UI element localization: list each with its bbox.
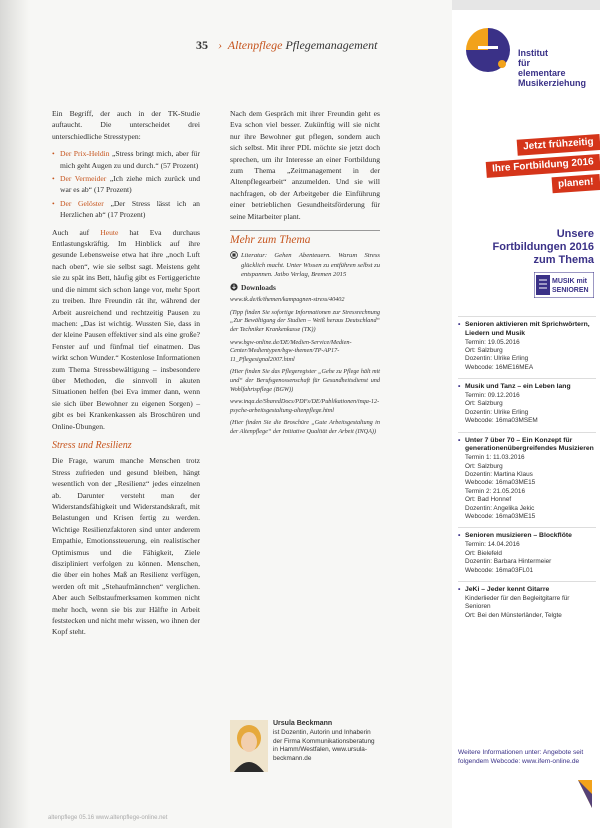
list-item[interactable] (458, 378, 596, 425)
downloads-label: Downloads (241, 283, 276, 293)
ref-link[interactable]: www.inqa.de/SharedDocs/PDFs/DE/Publikationen/inqa-12-psyche-arbeitsgestaltung-altenpflege.html (230, 398, 380, 414)
header-section: Altenpflege (227, 38, 283, 52)
book-text: Literatur: Gehen Abenteuern. Warum Stress glücklich macht. Unter Wissen zu entführen selbst zu entspannen. Jaibo Verlag, Bremen 2015 (241, 252, 380, 278)
event-detail: Termin 2: 21.05.2016 (465, 487, 526, 495)
event-detail: Kinderlieder für den Begleitgitarre für Senioren (465, 594, 570, 611)
list-item[interactable] (458, 432, 596, 522)
book-reference (230, 251, 380, 279)
event-detail: Webcode: 16ME16MEA (465, 363, 534, 371)
text-run: Auch auf (52, 227, 90, 237)
list-item (52, 148, 200, 171)
subheading: Stress und Resilienz (52, 439, 132, 451)
musik-logo-line: MUSIK mit (552, 278, 587, 285)
header-title: Pflegemanagement (285, 38, 378, 52)
intro-paragraph: Ein Begriff, der auch in der TK-Studie auftaucht. Die unterscheidet drei unterschiedliche Stresstypen: (52, 109, 200, 141)
institute-line: für (518, 58, 530, 68)
type-text: „Stress bringt mich, aber für mich geht Augen zu und durch.“ (57 Prozent) (60, 149, 201, 170)
promo-line: Jetzt frühzeitig (517, 134, 600, 156)
event-detail: Webcode: 16ma03FL01 (465, 566, 534, 574)
article-column-1 (52, 108, 200, 644)
institute-line: elementare (518, 68, 566, 78)
event-detail: Webcode: 16ma03ME15 (465, 513, 536, 521)
author-portrait-image (230, 720, 268, 772)
event-detail: Dozentin: Martina Klaus (465, 471, 533, 479)
event-title: • Senioren musizieren – Blockflöte (458, 532, 596, 541)
event-detail: Webcode: 16ma03ME15 (465, 479, 536, 487)
events-list (458, 316, 596, 626)
headline-line: Unsere (556, 228, 594, 240)
list-item (52, 173, 200, 196)
page-footer: altenpflege 05.16 www.altenpflege-online.net (48, 815, 168, 821)
promo-line: Ihre Fortbildung 2016 (486, 154, 600, 178)
author-box (230, 720, 380, 790)
more-info-title: Mehr zum Thema (230, 234, 311, 247)
book-icon (230, 251, 238, 259)
event-detail: Termin: 09.12.2016 (465, 392, 520, 400)
event-title: • Unter 7 über 70 – Ein Konzept für generationenübergreifendes Musizieren (458, 437, 596, 455)
event-detail: Dozentin: Ulrike Erling (465, 408, 529, 416)
author-bio: ist Dozentin, Autorin und Inhaberin der Firma Kommunikationsberatung in Hamm/Westfalen, www.ursula-beckmann.de (273, 728, 375, 763)
promo-line: planen! (552, 174, 600, 193)
ref-link[interactable]: www.bgw-online.de/DE/Medien-Service/Medien-Center/Medientypen/bgw-themen/TP-AP17-11_Pflegesignal2007.html (230, 338, 352, 363)
promo-banner (458, 132, 600, 194)
corner-ribbon-icon (578, 780, 592, 808)
page-binding-shadow (0, 0, 30, 828)
type-text: „Der Stress lässt ich an Herzlichen ab“ (17 Prozent) (60, 198, 200, 220)
body-paragraph (52, 227, 200, 432)
musik-mit-senioren-logo (534, 272, 594, 298)
event-title: • Senioren aktivieren mit Sprichwörtern, Liedern und Musik (458, 321, 596, 339)
ref-note: (Hier finden Sie die Broschüre „Gute Arbeitsgestaltung in der Altenpflege“ der Initiative Qualität der Arbeit (INQA)) (230, 419, 380, 435)
event-detail: Ort: Salzburg (465, 347, 503, 354)
event-detail: Dozentin: Barbara Hintermeier (465, 558, 552, 566)
list-item[interactable] (458, 316, 596, 372)
institute-line: Institut (518, 48, 548, 58)
institute-name (518, 48, 586, 88)
event-detail: Ort: Salzburg (465, 400, 503, 408)
list-item[interactable] (458, 581, 596, 620)
ref-link[interactable]: www.tk.de/tk/themen/kampagnen-stress/40402 (230, 296, 345, 304)
ref-note: (Hier finden Sie das Pflegeregister „Gehe zu Pflege hält mit und“ der Berufsgenossenschaft für Gesundheitsdienst und Wohlfahrtspflege (BGW)) (230, 368, 380, 393)
headline-line: zum Thema (533, 254, 594, 266)
event-detail: Dozentin: Ulrike Erling (465, 355, 529, 363)
ref-note: (Tipp finden Sie sofortige Informationen zur Stressrechnung „Zur Bewältigung der Studien – Weiß heraus Deutschland“ der Techniker Krankenkasse (TK)) (230, 308, 380, 334)
author-text (273, 720, 381, 764)
text-run: hat Eva durchaus Entlastungskräftig. Im Hinblick auf ihre gesunde Lebensweise etwa hat ihre „noch Luft nach oben“, wie sie selbst sagt. Meistens geht sie zu spät ins Bett, häufig gibt es Fertiggerichte und die nimmt sich schon lange vor, mehr Sport zu treiben. Ihre Freundin rät ihr, während der Arbeit ausreichend und rechtzeitig Pausen zu machen: „Das ist wichtig. Wussten Sie, dass in der kleine Pausen effektiver sind als eine große? Fenster auf und fünfmal tief einatmen. Das wirkt schon Wunder.“ Kostenlose Informationen zum Thema Stressbewältigung – insbesondere über Methoden, die sinnvoll in akuten Situationen helfen (bei Eva immer dann, wenn sie sich über Bewohner zu eigenen Sorgen) – gibt es bei Krankenkassen als Broschüren und Online-Übungen. (52, 227, 200, 431)
ad-top-strip (452, 0, 600, 10)
author-photo (230, 720, 268, 772)
ad-headline (458, 228, 594, 267)
body-paragraph: Nach dem Gespräch mit ihrer Freundin geht es Eva schon viel besser. Zukünftig will sie nicht nur ihre Bewohner gut pflegen, sondern auch sich selbst. Mit ihrer PDL möchte sie jetzt doch sprechen, um ihr Interesse an einer Fortbildung zum Thema „Zeitmanagement in der Altenpflegearbeit“ anzumelden. Und sie will nachfragen, ob der Arbeitgeber die Einführung einer betrieblichen Gesundheitsförderung für seine Mitarbeiter plant. (230, 109, 380, 221)
download-icon (230, 283, 238, 291)
body-paragraph: Die Frage, warum manche Menschen trotz Stress zufrieden und gesund bleiben, hängt wesentlich von der „Resilienz“ jedes einzelnen ab. Darunter versteht man der Widerstandsfähigkeit und Widerstandskraft, mit Belastungen und Krisen fertig zu werden. Wichtige Resilienzfaktoren sind unter anderem Empathie, Emotionssteuerung, ein realistischer Optimismus und die Fähigkeit, Ziele diszipliniert verfolgen zu können. Menschen, die über ein hohes Maß an Resilienz verfügen, werden oft mit „Stehaufmännchen“ verglichen. Aber auch Selbstaufmerksamen kommen nicht mehr hoch, wenn sie bis zur Hälfte in Arbeit feststecken und nicht mehr wissen, wo ihnen der Kopf steht. (52, 456, 200, 637)
type-text: „Ich ziehe mich zurück und war es ab“ (17 Prozent) (60, 174, 200, 195)
author-name: Ursula Beckmann (273, 720, 333, 727)
event-detail: Termin: 14.04.2016 (465, 541, 520, 549)
ad-footer-link[interactable]: Weitere Informationen unter: Angebote seit folgendem Webcode: www.ifem-online.de (458, 749, 584, 765)
downloads-heading (230, 283, 380, 292)
type-name: Der Vermeider (60, 174, 107, 184)
type-name: Der Gelöster (60, 198, 104, 208)
event-detail: Dozentin: Angelika Jekic (465, 504, 535, 512)
stress-types-list (52, 148, 200, 220)
event-detail: Termin 1: 11.03.2016 (465, 454, 525, 462)
page-number: 35 (196, 38, 208, 52)
type-name: Der Prix-Heldin (60, 149, 110, 159)
institute-line: Musikerziehung (518, 78, 587, 88)
list-item (52, 198, 200, 221)
headline-line: Fortbildungen 2016 (492, 241, 594, 253)
event-title: • Musik und Tanz – ein Leben lang (458, 383, 596, 392)
advertisement-column (452, 0, 600, 828)
musik-logo-line: SENIOREN (552, 287, 589, 294)
event-detail: Termin: 19.05.2016 (465, 338, 520, 346)
event-detail: Ort: Bei den Münsterländer, Telgte (465, 611, 562, 619)
list-item[interactable] (458, 527, 596, 574)
event-detail: Ort: Bad Honnef (465, 496, 512, 504)
more-info-box (230, 230, 380, 437)
header-arrow: › (218, 38, 222, 52)
inline-link[interactable]: Heute (100, 227, 119, 237)
article-column-2 (230, 108, 380, 441)
event-title: • JeKi – Jeder kennt Gitarre (458, 586, 596, 595)
event-detail: Ort: Bielefeld (465, 549, 502, 557)
download-links (230, 296, 380, 436)
page-header (196, 38, 377, 53)
institute-logo-icon (458, 24, 518, 76)
event-detail: Webcode: 16ma03MSEM (465, 417, 538, 425)
event-detail: Ort: Salzburg (465, 462, 503, 470)
